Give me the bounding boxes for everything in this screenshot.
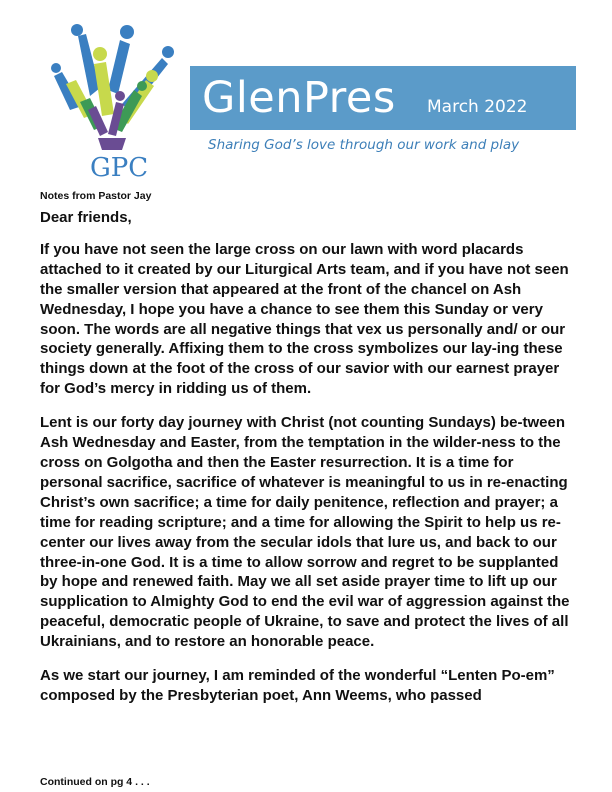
logo-head-blue-left: [71, 24, 83, 36]
letter-paragraph-1: If you have not seen the large cross on our lawn with word placards attached to it created by our Liturgical Arts team, and if you have not seen the smaller version that appeared at the front of the chancel on Ash Wednesday, I hope you have a chance to see them this Sunday or very soon. The words are all negative things that vex us personally and/ or our society generally. Affixing them to the cross symbolizes our lay-ing these things down at the foot of the cross of our savior with our earnest prayer for God’s mercy in ridding us of them.: [40, 240, 569, 398]
newsletter-title: GlenPres: [202, 73, 396, 123]
logo-head-lime-right: [146, 70, 158, 82]
masthead-banner: [190, 66, 576, 130]
church-logo: [50, 18, 180, 180]
tagline: Sharing God’s love through our work and play: [208, 137, 520, 153]
letter-paragraph-2: Lent is our forty day journey with Christ (not counting Sundays) be-tween Ash Wednesday and Easter, from the temptation in the wilder-ness to the cross on Golgotha and then the Easter resurrection. It is a time for personal sacrifice, sacrifice of whatever is meaningful to us in re-enacting Christ’s own sacrifice; a time for daily penitence, reflection and prayer; a time for reading scripture; and a time for allowing the Spirit to help us re-center our lives away from the secular idols that lure us, and back to our three-in-one God. It is a time to allow sorrow and regret to be supplanted by hope and renewed faith. May we all set aside prayer time to lift up our supplication to Almighty God to end the evil war of aggression against the peaceful, democratic people of Ukraine, to save and protect the lives of all Ukrainians, and to restore an honorable peace.: [40, 414, 570, 651]
logo-figures-graphic: [50, 18, 180, 180]
logo-head-blue-right: [162, 46, 174, 58]
logo-head-lime-center: [93, 47, 107, 61]
logo-head-blue-center: [120, 25, 134, 39]
logo-head-purple-center: [115, 91, 125, 101]
letter-greeting: Dear friends,: [40, 209, 132, 226]
logo-figure-blue-center: [108, 40, 130, 94]
logo-head-blue-far-left: [51, 63, 61, 73]
letter-body: [40, 208, 576, 706]
issue-date: March 2022: [427, 97, 528, 117]
continued-note: Continued on pg 4 . . .: [40, 776, 150, 788]
logo-base: [98, 138, 126, 150]
section-label: Notes from Pastor Jay: [40, 190, 152, 202]
letter-paragraph-3: As we start our journey, I am reminded of the wonderful “Lenten Po-em” composed by the Presbyterian poet, Ann Weems, who passed: [40, 667, 555, 704]
logo-head-green-right: [137, 81, 147, 91]
logo-letters: GPC: [90, 153, 149, 180]
